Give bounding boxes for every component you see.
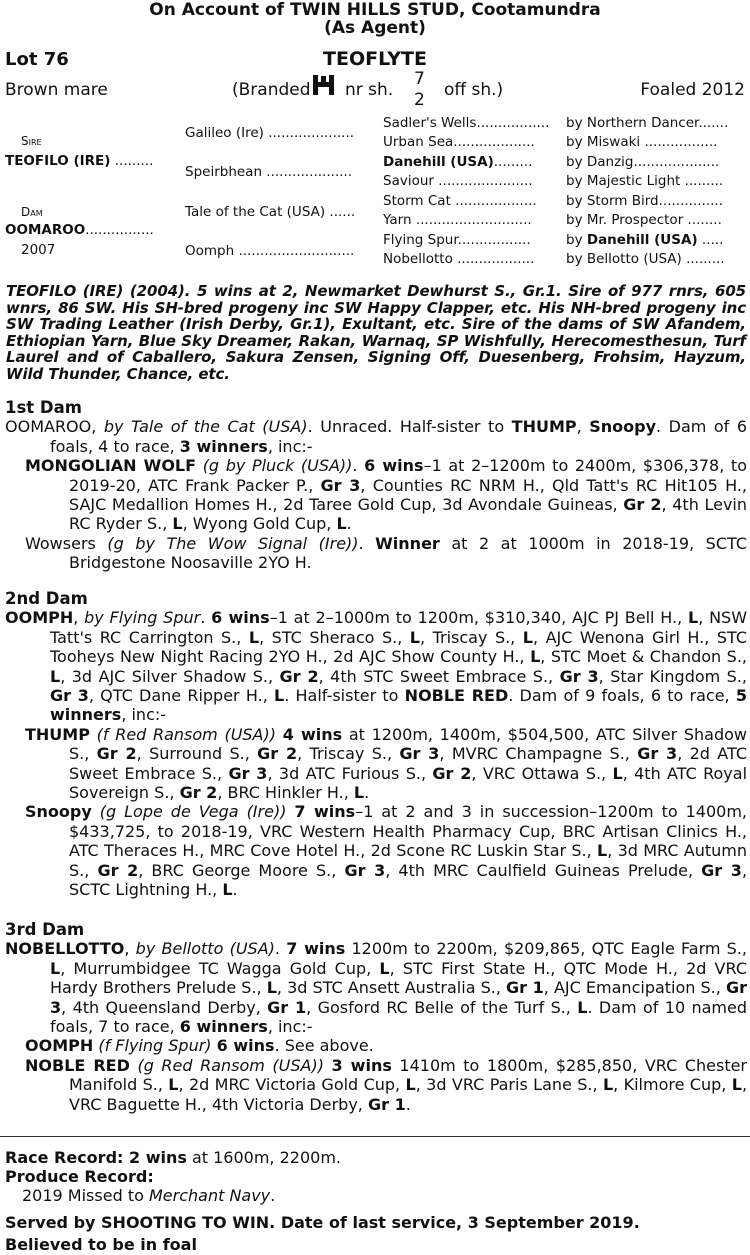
sire-of-ancestor-7-prefix: by [566,232,587,248]
ancestor-3-name: Danehill (USA) [383,154,494,170]
third-dam-progeny-2: NOBLE RED (g Red Ransom (USA)) 3 wins 1410m to 1800m, $285,850, VRC Chester Manifold S., L, 2d MRC Victoria Gold Cup, L, 3d VRC Paris Lane S., L, Kilmore Cup, L, VRC Baguette H., 4th Victoria Derby, Gr 1. [25,1055,748,1114]
lot-number: Lot 76 [5,49,69,70]
horse-name: TEOFLYTE [323,48,427,70]
dam-row [5,222,154,238]
sire-row [5,153,153,169]
race-record: Race Record: 2 wins at 1600m, 2200m. [5,1148,341,1167]
grandsire: Galileo (Ire) .................... [185,125,355,141]
first-dam-section [5,398,747,573]
sire-of-ancestor-4: by Majestic Light ......... [566,173,724,189]
second-dam-heading: 2nd Dam [5,589,88,608]
produce-record-heading: Produce Record: [5,1167,154,1186]
third-dam-progeny-1: OOMPH (f Flying Spur) 6 wins. See above. [25,1036,374,1056]
first-dam-heading: 1st Dam [5,398,82,417]
consignor-line: On Account of TWIN HILLS STUD, Cootamundra [149,0,601,20]
ancestor-5: Storm Cat ................... [383,193,537,209]
sire-of-ancestor-7-dots: ..... [697,232,724,248]
first-dam-para: OOMAROO, by Tale of the Cat (USA). Unraced. Half-sister to THUMP, Snoopy. Dam of 6 foals, 4 to race, 3 winners, inc:- [5,417,748,456]
dam-name: OOMAROO [5,222,86,238]
served-by: Served by SHOOTING TO WIN. Date of last service, 3 September 2019. [5,1213,640,1232]
ancestor-3-dots: ......... [493,154,533,170]
ancestor-3 [383,154,532,170]
second-dam-progeny-2: Snoopy (g Lope de Vega (Ire)) 7 wins–1 at 2 and 3 in succession–1200m to 1400m, $433,725, to 2018-19, VRC Western Health Pharmacy Cup, BRC Artisan Clinics H., ATC Theraces H., MRC Cove Hotel H., 2d Scone RC Luskin Star S., L, 3d MRC Autumn S., Gr 2, BRC George Moore S., Gr 3, 4th MRC Caulfield Guineas Prelude, Gr 3, SCTC Lightning H., L. [25,802,748,900]
ancestor-2: Urban Sea................... [383,134,535,150]
brand-prefix: (Branded [232,80,311,100]
granddam: Oomph ........................... [185,243,355,259]
sire-of-ancestor-2: by Miswaki ................. [566,134,718,150]
first-dam-progeny-1: MONGOLIAN WOLF (g by Pluck (USA)). 6 wins–1 at 2–1200m to 2400m, $306,378, to 2019-20, ATC Frank Packer P., Gr 3, Counties RC NRM H., Qld Tatt's RC Hit105 H., SAJC Medallion Homes H., 2d Taree Gold Cup, 3d Avondale Guineas, Gr 2, 4th Levin RC Ryder S., L, Wyong Gold Cup, L. [25,456,747,534]
divider [0,1136,750,1137]
sire-dots: ......... [114,153,154,169]
granddam-sire-side: Speirbhean .................... [185,164,353,180]
ancestor-7: Flying Spur................. [383,232,531,248]
sire-of-ancestor-5: by Storm Bird............... [566,193,723,209]
ancestor-1: Sadler's Wells................. [383,115,550,131]
brand-near: nr sh. [345,80,394,100]
ancestor-4: Saviour ...................... [383,173,533,189]
brand-fraction-top: 7 [414,69,425,89]
produce-record-entry: 2019 Missed to Merchant Navy. [22,1186,276,1205]
third-dam-heading: 3rd Dam [5,920,85,939]
sire-of-ancestor-6: by Mr. Prospector ........ [566,212,722,228]
agent-line: (As Agent) [324,18,426,38]
third-dam-para: NOBELLOTTO, by Bellotto (USA). 7 wins 1200m to 2200m, $209,865, QTC Eagle Farm S., L, Murrumbidgee TC Wagga Gold Cup, L, STC First State H., QTC Mode H., 2d VRC Hardy Brothers Prelude S., L, 3d STC Ansett Australia S., Gr 1, AJC Emancipation S., Gr 3, 4th Queensland Derby, Gr 1, Gosford RC Belle of the Turf S., L. Dam of 10 named foals, 7 to race, 6 winners, inc:- [5,939,748,1037]
second-dam-progeny-1: THUMP (f Red Ransom (USA)) 4 wins at 1200m, 1400m, $504,500, ATC Silver Shadow S., Gr 2, Surround S., Gr 2, Triscay S., Gr 3, MVRC Champagne S., Gr 3, 2d ATC Sweet Embrace S., Gr 3, 3d ATC Furious S., Gr 2, VRC Ottawa S., L, 4th ATC Royal Sovereign S., Gr 2, BRC Hinkler H., L. [25,724,748,803]
second-dam-para: OOMPH, by Flying Spur. 6 wins–1 at 2–1000m to 1200m, $310,340, AJC PJ Bell H., L, NSW Tatt's RC Carrington S., L, STC Sheraco S., L, Triscay S., L, AJC Wenona Girl H., STC Tooheys New Night Racing 2YO H., 2d AJC Show County H., L, STC Moet & Chandon S., L, 3d AJC Silver Shadow S., Gr 2, 4th STC Sweet Embrace S., Gr 3, Star Kingdom S., Gr 3, QTC Dane Ripper H., L. Half-sister to NOBLE RED. Dam of 9 foals, 6 to race, 5 winners, inc:- [5,608,748,725]
sire-of-ancestor-1: by Northern Dancer....... [566,115,729,131]
sire-label: Sire [21,134,42,148]
sire-of-ancestor-3: by Danzig.................... [566,154,720,170]
brand-off: off sh.) [444,80,504,100]
horse-description: Brown mare [5,80,108,100]
dam-label: Dam [21,205,43,219]
sire-blurb: TEOFILO (IRE) (2004). 5 wins at 2, Newmarket Dewhurst S., Gr.1. Sire of 977 rnrs, 605 wnrs, 86 SW. His SH-bred progeny inc SW Happy Clapper, etc. His NH-bred progeny inc SW Trading Leather (Irish Derby, Gr.1), Exultant, etc. Sire of the dams of SW Afandem, Ethiopian Yarn, Blue Sky Dreamer, Rakan, Warnaq, SP Wishfully, Herecomesthesun, Turf Laurel and of Caballero, Sakura Zensen, Signing Off, Duesenberg, Frohsim, Hayzum, Wild Thunder, Chance, etc. [6,282,746,383]
third-dam-section [5,920,747,1114]
ancestor-8: Nobellotto .................. [383,251,535,267]
dam-dots: ................ [85,222,154,238]
sire-name: TEOFILO (IRE) [5,153,111,169]
dam-year: 2007 [21,242,56,258]
grandsire-dam-side: Tale of the Cat (USA) ...... [185,204,356,220]
first-dam-progeny-2: Wowsers (g by The Wow Signal (Ire)). Winner at 2 at 1000m in 2018-19, SCTC Bridgestone Noosaville 2YO H. [25,533,748,573]
brand-fraction-bottom: 2 [414,90,425,110]
foaled-year: Foaled 2012 [640,80,745,100]
sire-of-ancestor-8: by Bellotto (USA) ......... [566,251,725,267]
believed-in-foal: Believed to be in foal [5,1235,197,1254]
sire-of-ancestor-7-name: Danehill (USA) [586,232,698,248]
brand-mark-icon [311,74,337,100]
sire-of-ancestor-7 [566,232,723,248]
ancestor-6: Yarn ........................... [383,212,532,228]
second-dam-section [5,589,747,900]
